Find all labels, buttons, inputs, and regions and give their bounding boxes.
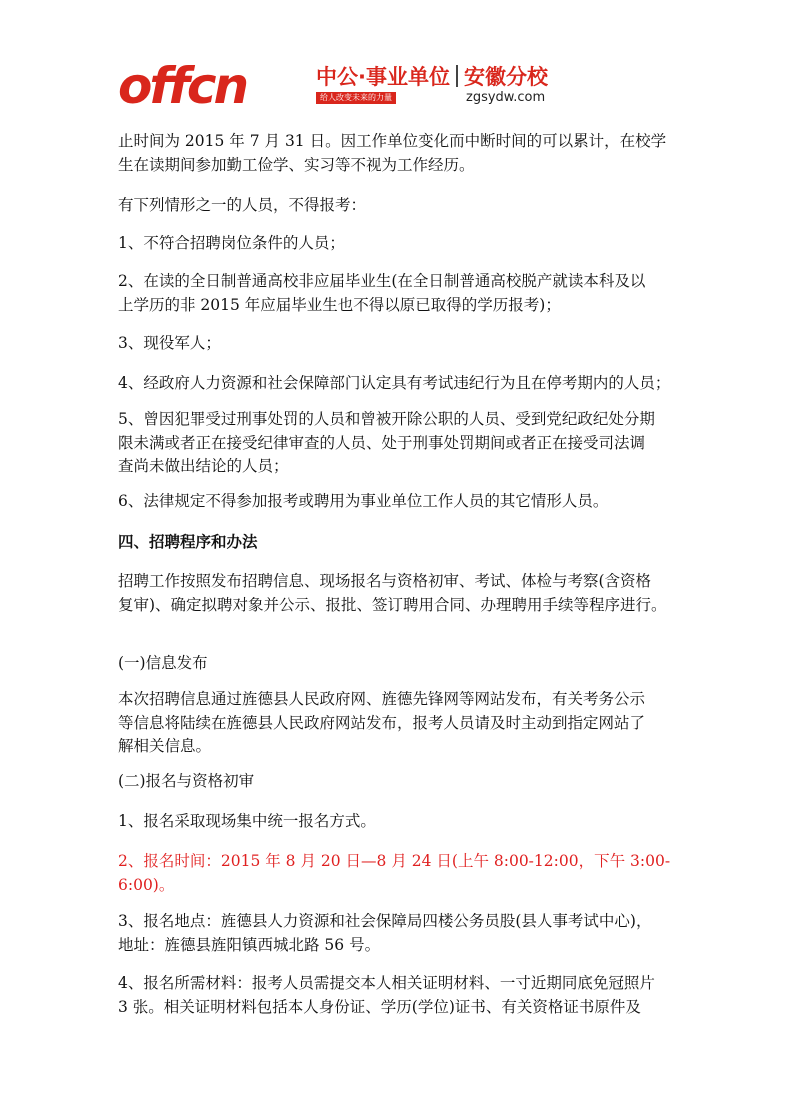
section-heading-4: [118, 530, 678, 554]
paragraph-info-release: [118, 688, 678, 759]
text-line: 3、报名地点：旌德县人力资源和社会保障局四楼公务员股(县人事考试中心)，: [118, 912, 652, 930]
text-line: 招聘工作按照发布招聘信息、现场报名与资格初审、考试、体检与考察(含资格: [118, 572, 652, 590]
paragraph-exclusion-intro: [118, 194, 678, 218]
text-line: 止时间为 2015 年 7 月 31 日。因工作单位变化而中断时间的可以累计，在校学: [118, 132, 667, 150]
exclusion-item-6: [118, 490, 678, 514]
text-line: 3、现役军人；: [118, 334, 221, 352]
text-line: 1、不符合招聘岗位条件的人员；: [118, 234, 345, 252]
logo-slogan: 给人改变未来的力量: [316, 92, 396, 104]
subheading-text: (二)报名与资格初审: [118, 772, 255, 790]
logo-url: zgsydw.com: [466, 90, 546, 105]
text-line: 地址：旌德县旌阳镇西城北路 56 号。: [118, 935, 381, 954]
registration-item-1: [118, 810, 678, 834]
text-line: 本次招聘信息通过旌德县人民政府网、旌德先锋网等网站发布，有关考务公示: [118, 690, 646, 708]
exclusion-item-4: [118, 372, 678, 396]
text-line: 复审)、确定拟聘对象并公示、报批、签订聘用合同、办理聘用手续等程序进行。: [118, 595, 667, 614]
logo-branch: 安徽分校: [463, 65, 548, 89]
exclusion-item-5: [118, 408, 678, 479]
text-line: 1、报名采取现场集中统一报名方式。: [118, 812, 376, 830]
subheading-registration: [118, 770, 678, 794]
text-line: 3 张。相关证明材料包括本人身份证、学历(学位)证书、有关资格证书原件及: [118, 997, 641, 1016]
logo-wordmark: offcn: [118, 57, 247, 115]
logo-text-block: [316, 64, 556, 114]
text-line: 等信息将陆续在旌德县人民政府网站发布，报考人员请及时主动到指定网站了: [118, 713, 646, 732]
registration-item-4-materials: [118, 972, 678, 1019]
text-line: 4、报名所需材料：报考人员需提交本人相关证明材料、一寸近期同底免冠照片: [118, 974, 655, 992]
paragraph-work-time: [118, 130, 678, 177]
subheading-text: (一)信息发布: [118, 654, 208, 672]
paragraph-procedure: [118, 570, 678, 617]
exclusion-item-3: [118, 332, 678, 356]
text-line: 2、在读的全日制普通高校非应届毕业生(在全日制普通高校脱产就读本科及以: [118, 272, 646, 290]
exclusion-item-2: [118, 270, 678, 317]
heading-text: 四、招聘程序和办法: [118, 532, 258, 551]
text-line: 上学历的非 2015 年应届毕业生也不得以原已取得的学历报考)；: [118, 295, 561, 314]
text-line: 解相关信息。: [118, 737, 212, 755]
text-line: 6、法律规定不得参加报考或聘用为事业单位工作人员的其它情形人员。: [118, 492, 609, 510]
text-line: 生在读期间参加勤工俭学、实习等不视为工作经历。: [118, 155, 475, 174]
logo-divider: [456, 65, 458, 87]
exclusion-item-1: [118, 232, 678, 256]
text-line: 有下列情形之一的人员，不得报考：: [118, 196, 367, 214]
text-line: 2、报名时间：2015 年 8 月 20 日—8 月 24 日(上午 8:00-12:00，下午 3:00-: [118, 852, 671, 870]
text-line: 6:00)。: [118, 875, 175, 894]
subheading-info-release: [118, 652, 678, 676]
text-line: 限未满或者正在接受纪律审查的人员、处于刑事处罚期间或者正在接受司法调: [118, 433, 646, 452]
logo-chinese: [316, 64, 548, 91]
offcn-logo: [118, 56, 548, 116]
text-line: 查尚未做出结论的人员；: [118, 457, 289, 475]
logo-cn-name: 中公·事业单位: [316, 65, 450, 89]
text-line: 5、曾因犯罪受过刑事处罚的人员和曾被开除公职的人员、受到党纪政纪处分期: [118, 410, 655, 428]
text-line: 4、经政府人力资源和社会保障部门认定具有考试违纪行为且在停考期内的人员；: [118, 374, 671, 392]
registration-item-2-time: [118, 850, 678, 897]
registration-item-3-location: [118, 910, 678, 957]
